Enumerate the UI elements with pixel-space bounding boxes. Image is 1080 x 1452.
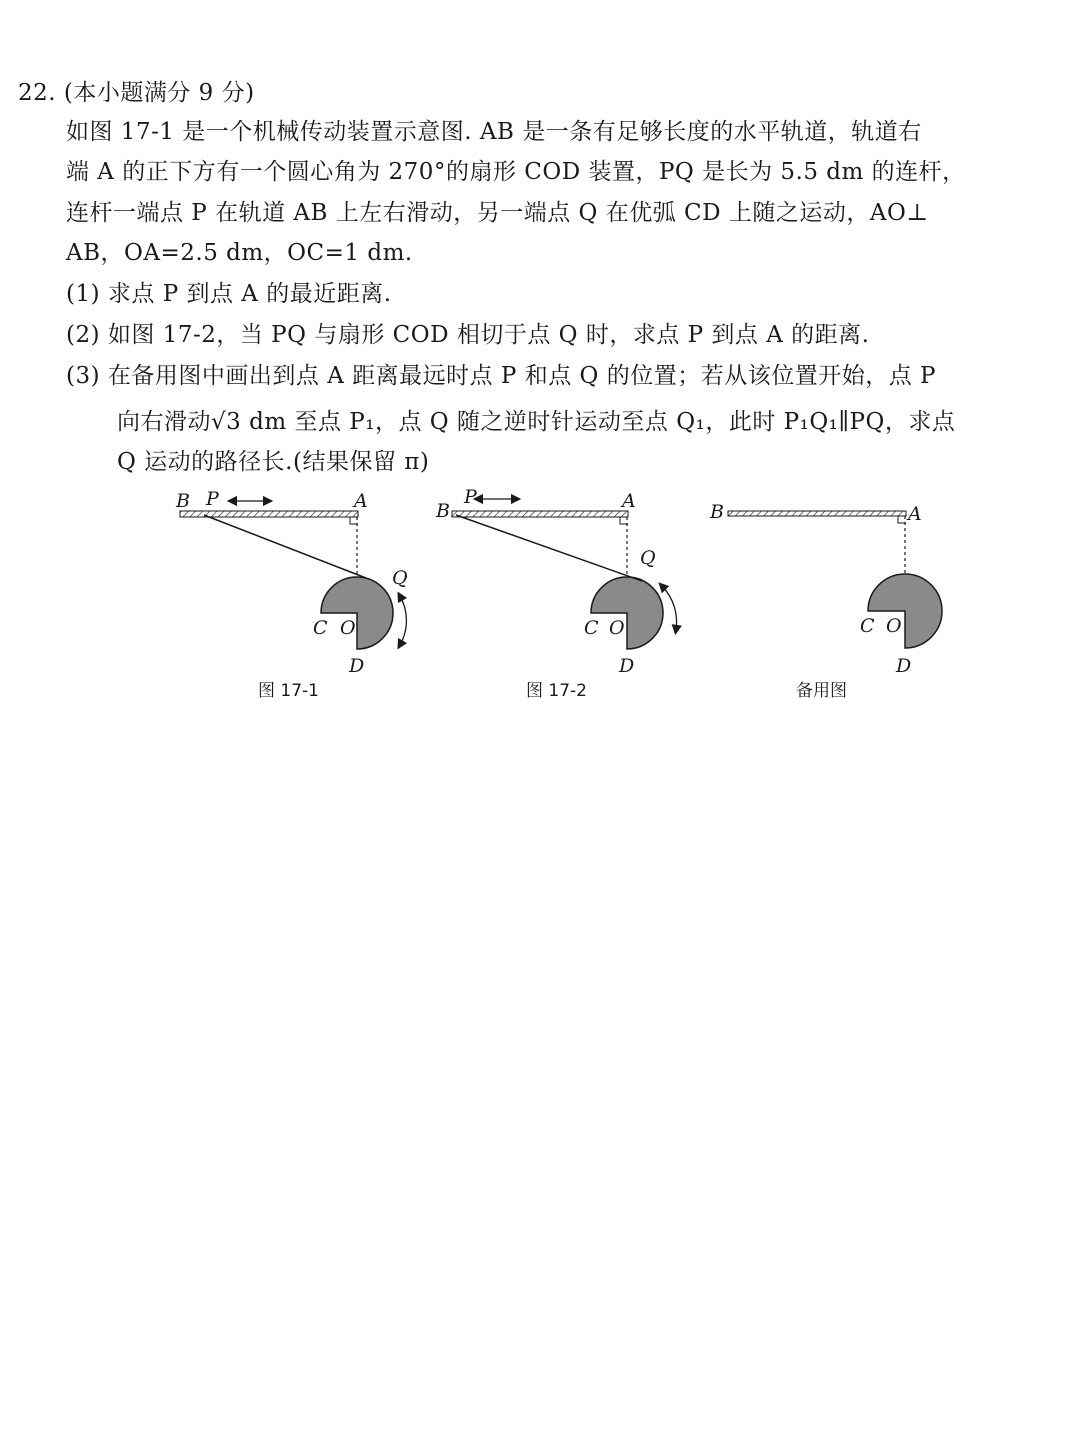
label-c: C [313,617,328,639]
label-c: C [584,617,599,639]
question-body-line-3: 连杆一端点 P 在轨道 AB 上左右滑动，另一端点 Q 在优弧 CD 上随之运动，AO⊥ [66,200,929,226]
label-o: O [886,615,902,637]
rod-pq [456,515,642,581]
caption-17-1: 图 17-1 [258,681,319,701]
subquestion-3-line-2: 向右滑动√3 dm 至点 P₁，点 Q 随之逆时针运动至点 Q₁，此时 P₁Q₁∥PQ，求点 [117,409,956,435]
subquestion-1: (1) 求点 P 到点 A 的最近距离. [66,281,392,307]
label-b: B [436,500,450,522]
label-p: P [464,486,477,508]
question-body-line-4: AB，OA=2.5 dm，OC=1 dm. [66,240,413,266]
track-ab [728,511,906,516]
sector-cod [591,577,663,649]
subquestion-3-line-1: (3) 在备用图中画出到点 A 距离最远时点 P 和点 Q 的位置；若从该位置开始，点 P [66,363,936,389]
label-q: Q [640,547,656,569]
motion-arrow-q [662,586,677,630]
question-body-line-1: 如图 17-1 是一个机械传动装置示意图. AB 是一条有足够长度的水平轨道，轨道右 [66,119,922,145]
rod-pq [204,515,366,578]
subquestion-3-line-3: Q 运动的路径长.(结果保留 π) [117,449,430,475]
label-o: O [340,617,356,639]
question-body-line-2: 端 A 的正下方有一个圆心角为 270°的扇形 COD 装置，PQ 是长为 5.5 dm 的连杆， [66,159,966,185]
label-a: A [908,503,922,525]
motion-arrow-q [400,596,406,645]
label-b: B [710,501,724,523]
label-o: O [609,617,625,639]
label-a: A [622,490,636,512]
track-ab [452,511,628,517]
sector-cod [868,574,942,648]
figures-row [0,480,1080,710]
label-c: C [860,615,875,637]
label-a: A [354,490,368,512]
caption-spare: 备用图 [796,681,847,701]
sector-cod [321,577,393,649]
label-d: D [896,655,912,677]
question-header: 22. (本小题满分 9 分) [18,80,255,106]
label-p: P [206,488,219,510]
label-q: Q [392,567,408,589]
caption-17-2: 图 17-2 [526,681,587,701]
figure-17-1 [175,488,408,701]
figure-17-2 [435,486,677,701]
label-b: B [176,490,190,512]
figure-spare [709,501,942,701]
label-d: D [619,655,635,677]
subquestion-2: (2) 如图 17-2，当 PQ 与扇形 COD 相切于点 Q 时，求点 P 到点 A 的距离. [66,322,870,348]
label-d: D [349,655,365,677]
